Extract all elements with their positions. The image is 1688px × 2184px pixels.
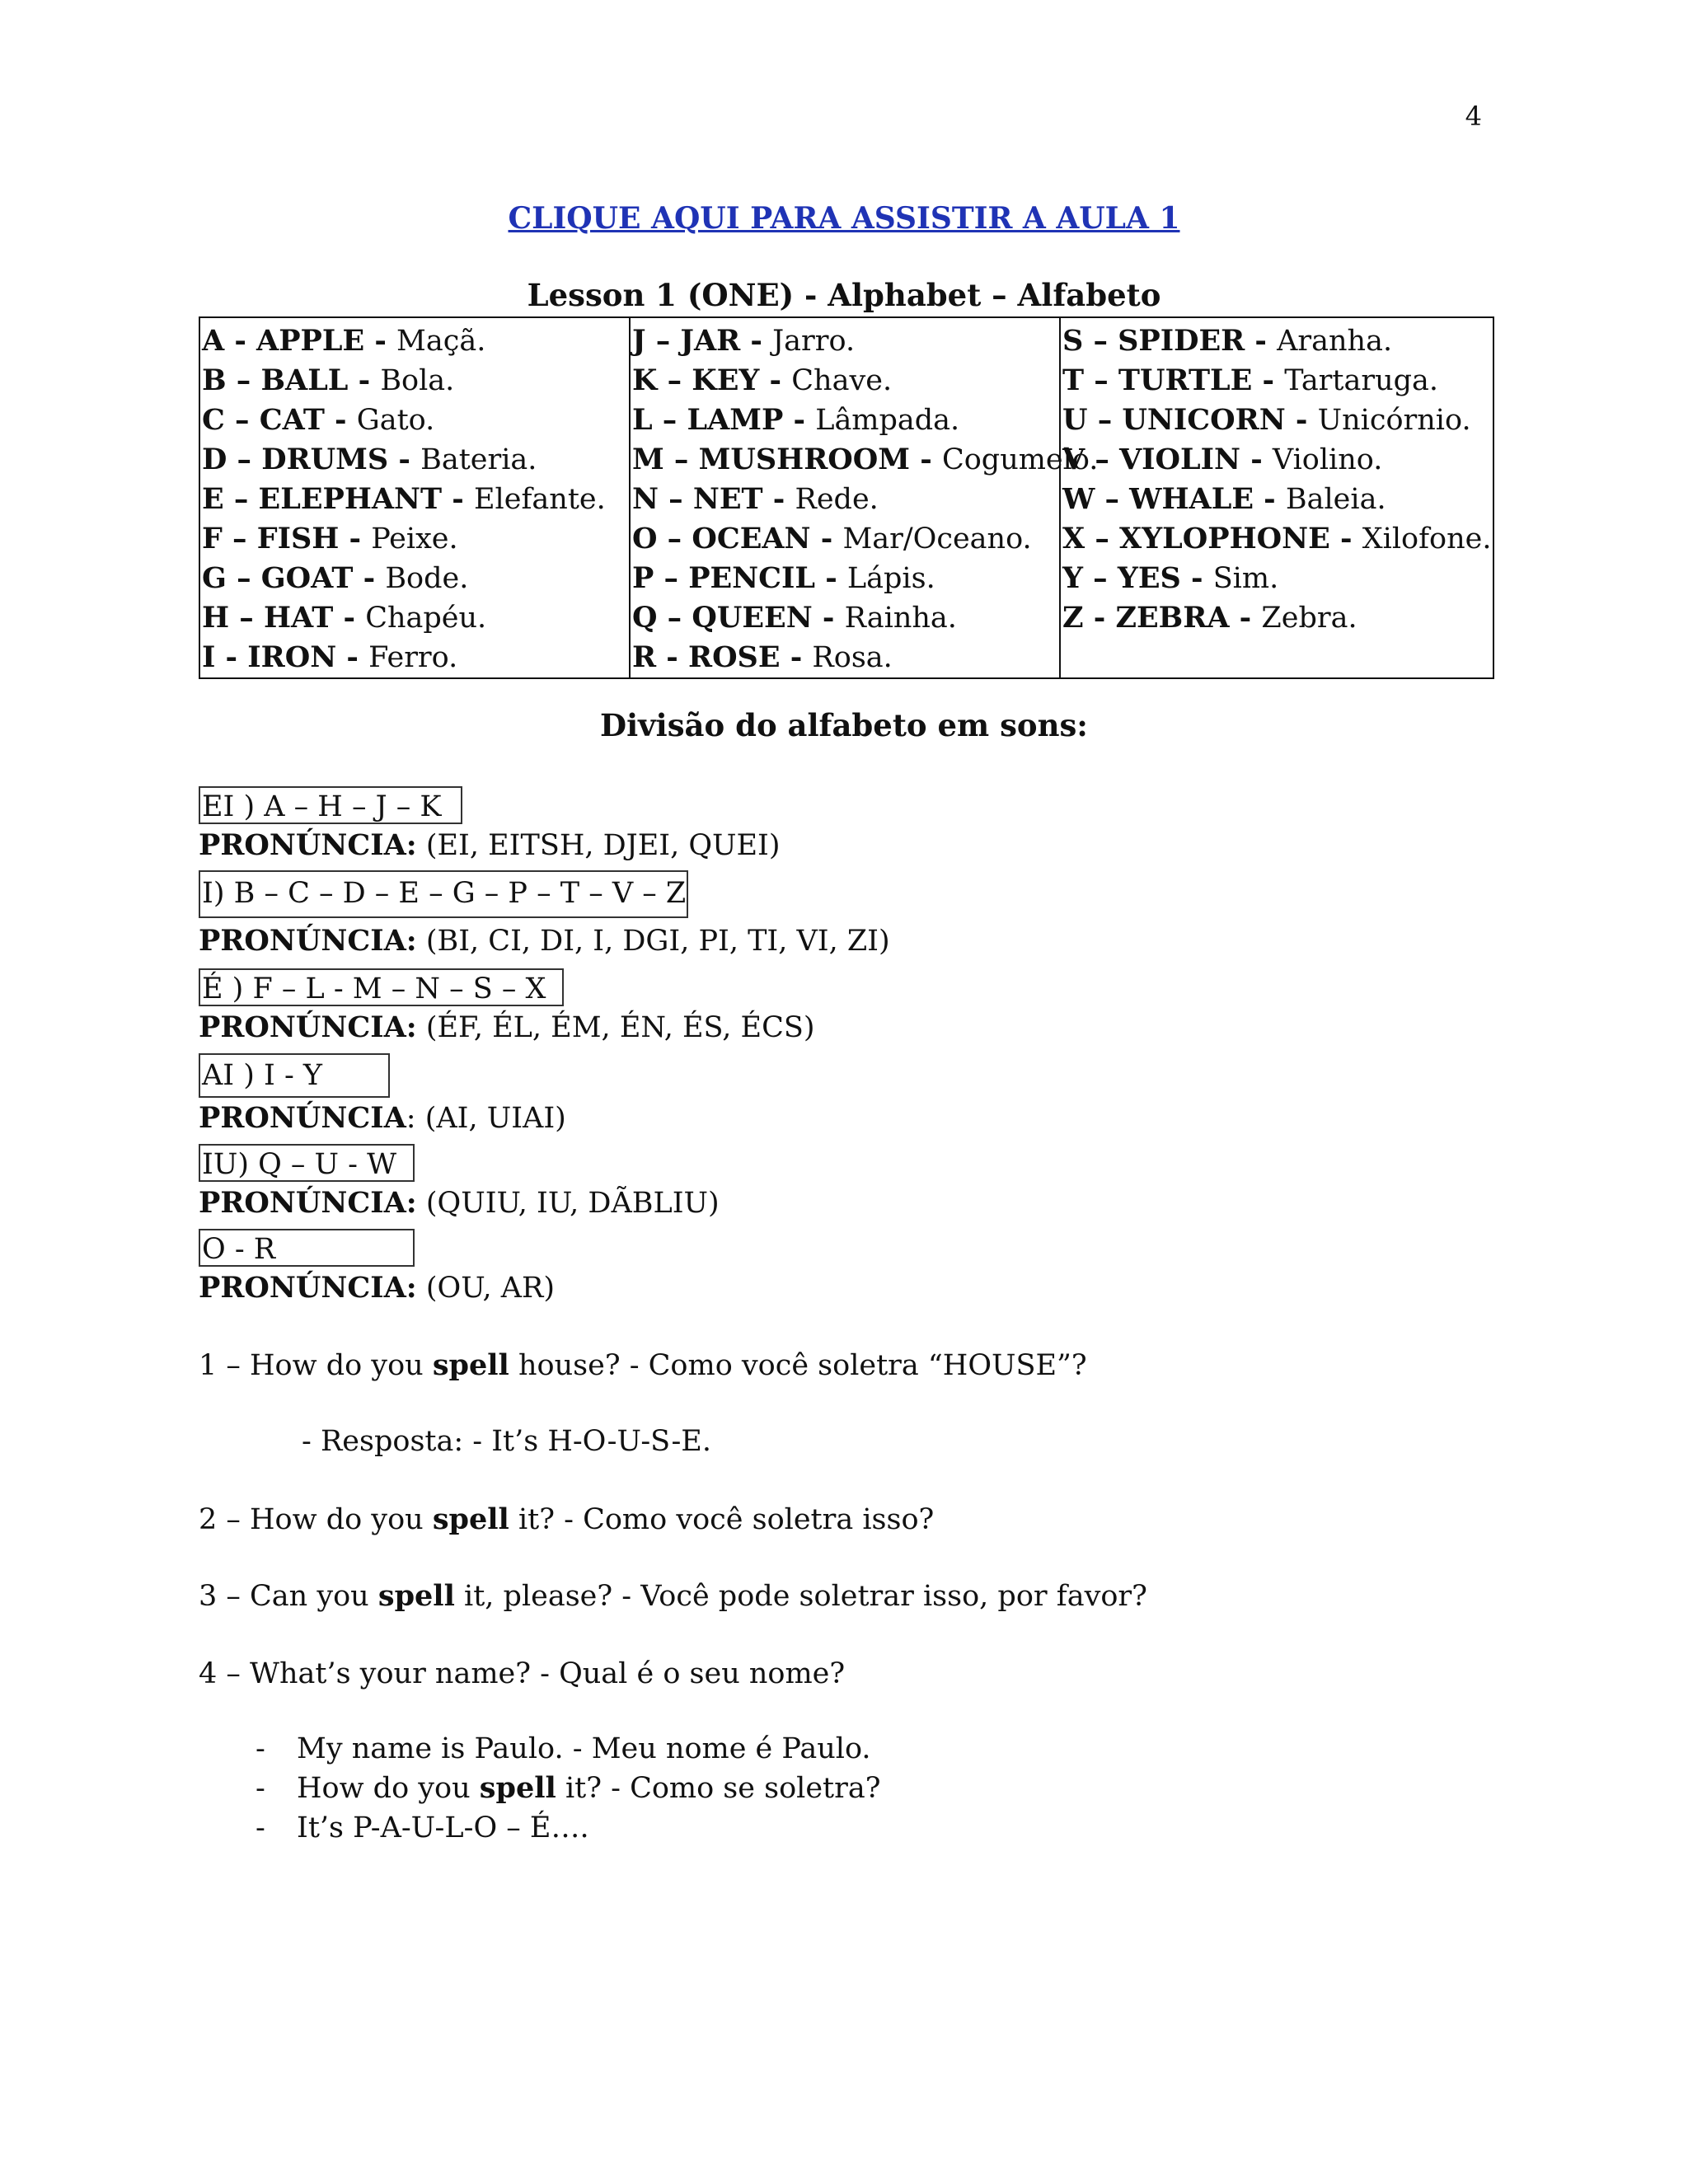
alphabet-entry: C – CAT - Gato. — [202, 403, 435, 437]
alphabet-entry: U – UNICORN - Unicórnio. — [1062, 403, 1471, 437]
watch-lesson-link[interactable]: CLIQUE AQUI PARA ASSISTIR A AULA 1 — [508, 201, 1180, 236]
alphabet-entry: R - ROSE - Rosa. — [632, 640, 893, 674]
alphabet-entry: M – MUSHROOM - Cogumelo. — [632, 443, 1099, 476]
alphabet-entry: I - IRON - Ferro. — [202, 640, 458, 674]
pronunciation-line: PRONÚNCIA: (AI, UIAI) — [199, 1101, 566, 1135]
sound-group-box: IU) Q – U - W — [199, 1144, 415, 1182]
alphabet-column-1 — [199, 317, 630, 678]
question-1: 1 – How do you spell house? - Como você soletra “HOUSE”? — [199, 1348, 1087, 1382]
alphabet-entry: O – OCEAN - Mar/Oceano. — [632, 522, 1032, 555]
alphabet-entry: W – WHALE - Baleia. — [1062, 482, 1386, 516]
lesson-title: Lesson 1 (ONE) - Alphabet – Alfabeto — [527, 277, 1161, 313]
alphabet-entry: S – SPIDER - Aranha. — [1062, 324, 1393, 358]
alphabet-entry: H – HAT - Chapéu. — [202, 601, 487, 635]
answer-1: - Resposta: - It’s H-O-U-S-E. — [302, 1425, 711, 1458]
alphabet-entry: D – DRUMS - Bateria. — [202, 443, 537, 476]
pronunciation-line: PRONÚNCIA: (QUIU, IU, DÃBLIU) — [199, 1186, 720, 1220]
question-2: 2 – How do you spell it? - Como você soletra isso? — [199, 1502, 935, 1536]
pronunciation-line: PRONÚNCIA: (ÉF, ÉL, ÉM, ÉN, ÉS, ÉCS) — [199, 1010, 815, 1044]
alphabet-entry: E – ELEPHANT - Elefante. — [202, 482, 606, 516]
alphabet-entry: Z - ZEBRA - Zebra. — [1062, 601, 1357, 635]
alphabet-entry: Y – YES - Sim. — [1062, 561, 1279, 595]
alphabet-entry: F – FISH - Peixe. — [202, 522, 458, 555]
alphabet-column-2 — [630, 317, 1099, 678]
alphabet-entry: X – XYLOPHONE - Xilofone. — [1062, 522, 1492, 555]
question-4: 4 – What’s your name? - Qual é o seu nome? — [199, 1657, 846, 1690]
pronunciation-line: PRONÚNCIA: (BI, CI, DI, I, DGI, PI, TI, VI, ZI) — [199, 924, 890, 958]
list-item: - How do you spell it? - Como se soletra? — [256, 1771, 881, 1805]
pronunciation-line: PRONÚNCIA: (OU, AR) — [199, 1271, 556, 1305]
sounds-section-title: Divisão do alfabeto em sons: — [600, 707, 1088, 743]
page-number: 4 — [1465, 101, 1482, 132]
sound-group-box: EI ) A – H – J – K — [199, 786, 462, 824]
pronunciation-line: PRONÚNCIA: (EI, EITSH, DJEI, QUEI) — [199, 828, 781, 862]
alphabet-entry: V – VIOLIN - Violino. — [1062, 443, 1383, 476]
alphabet-entry: P – PENCIL - Lápis. — [632, 561, 935, 595]
alphabet-entry: N – NET - Rede. — [632, 482, 879, 516]
question-3: 3 – Can you spell it, please? - Você pode soletrar isso, por favor? — [199, 1579, 1147, 1613]
alphabet-entry: G – GOAT - Bode. — [202, 561, 469, 595]
list-item: - My name is Paulo. - Meu nome é Paulo. — [256, 1732, 871, 1765]
alphabet-column-3 — [1060, 317, 1493, 678]
alphabet-entry: J – JAR - Jarro. — [632, 324, 856, 358]
alphabet-entry: A - APPLE - Maçã. — [202, 324, 486, 358]
sound-group-box: É ) F – L - M – N – S – X — [199, 968, 564, 1006]
alphabet-entry: K – KEY - Chave. — [632, 363, 893, 397]
alphabet-entry: Q – QUEEN - Rainha. — [632, 601, 957, 635]
sound-group-box: AI ) I - Y — [199, 1053, 390, 1098]
alphabet-entry: L – LAMP - Lâmpada. — [632, 403, 960, 437]
dialogue-list — [256, 1729, 880, 1848]
alphabet-entry: B – BALL - Bola. — [202, 363, 455, 397]
sound-group-box: I) B – C – D – E – G – P – T – V – Z — [199, 870, 688, 918]
alphabet-entry: T – TURTLE - Tartaruga. — [1062, 363, 1439, 397]
list-item: - It’s P-A-U-L-O – É…. — [256, 1811, 589, 1844]
sound-group-box: O - R — [199, 1229, 415, 1267]
alphabet-table — [199, 316, 1494, 679]
